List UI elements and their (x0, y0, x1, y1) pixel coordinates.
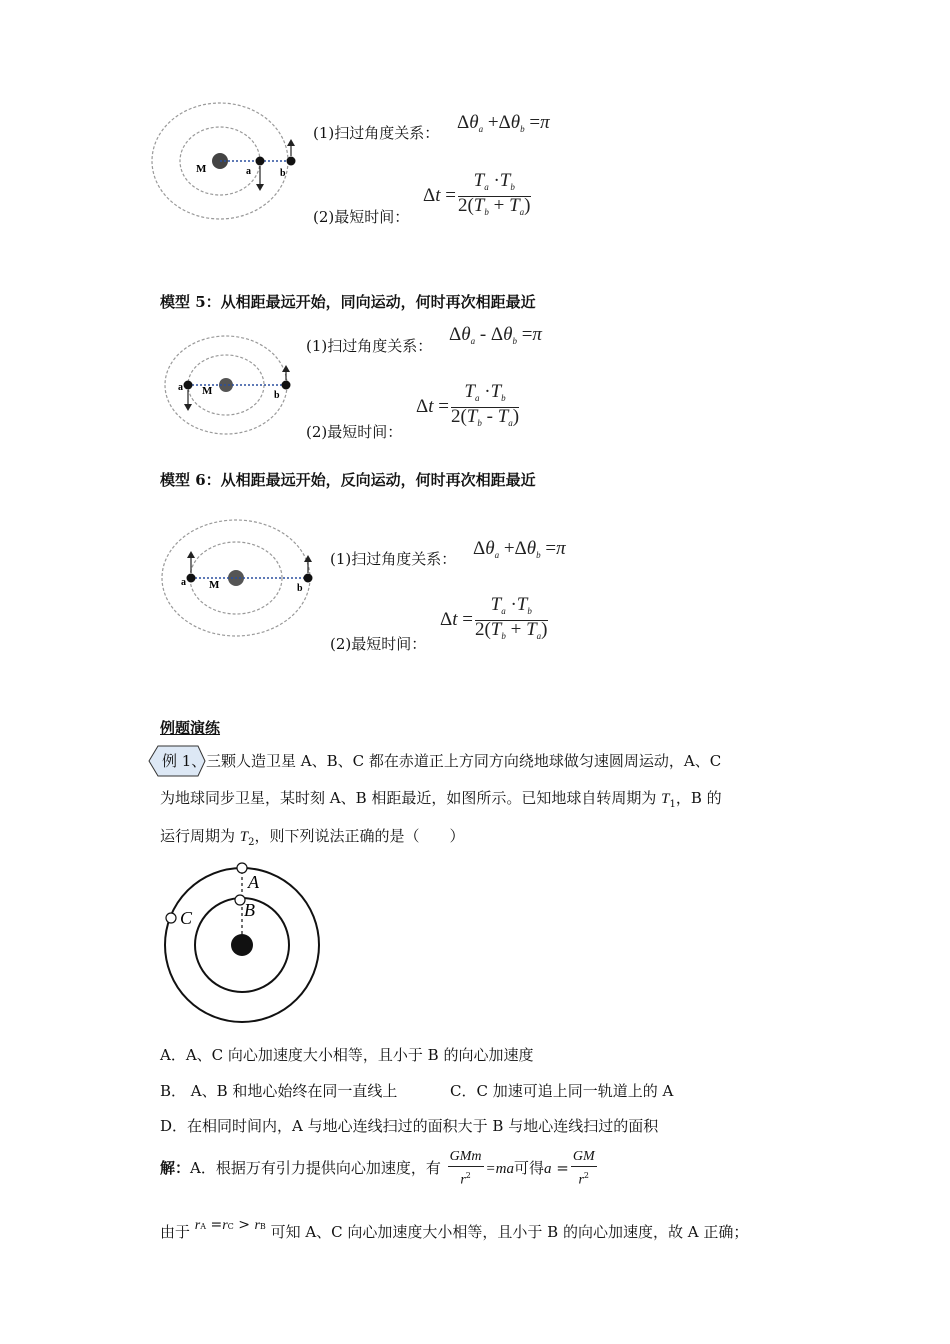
model4-angle-formula: $\Delta\theta_a +\Delta\theta_b =\pi$ (457, 112, 550, 134)
solution-line2-start: 由于 (160, 1223, 191, 1241)
model6-angle-formula: $\Delta\theta_a +\Delta\theta_b =\pi$ (473, 538, 566, 560)
satellite-orbit-diagram (160, 860, 325, 1030)
formula-a-symbol: a (544, 1160, 552, 1177)
fig-label-b: B (244, 900, 255, 920)
t2-symbol: T (239, 829, 249, 845)
examples-heading-text: 例题演练 (160, 719, 221, 737)
model4-time-formula: Δt = $\frac{T_a \cdot T_b}{2(T_b + T_a)}$ (423, 170, 531, 217)
fig-label-m: M (196, 163, 207, 175)
example1-tag: 例 1、 (162, 752, 207, 770)
option-d: D．在相同时间内，A 与地心连线扫过的面积大于 B 与地心连线扫过的面积 (160, 1117, 659, 1135)
model4-orbit-diagram (148, 96, 298, 226)
fig-label-a: a (178, 382, 183, 393)
t2-subscript: 2 (248, 837, 255, 848)
formula-gm: GM (571, 1148, 597, 1167)
examples-heading (160, 718, 220, 738)
example1-line3-end: ，则下列说法正确的是（ ） (254, 827, 465, 845)
formula-r: r (578, 1172, 584, 1188)
model5-time-formula: Δt = $\frac{T_a \cdot T_b}{2(T_b - T_a)}$ (416, 381, 520, 428)
fig-label-m: M (209, 579, 220, 591)
formula-gmm: GMm (448, 1148, 484, 1167)
solution-line1-mid: 可得 (514, 1158, 545, 1177)
fig-label-c: C (180, 908, 193, 928)
fig-label-b: b (297, 583, 303, 594)
fig-label-b: b (274, 390, 280, 401)
model6-time-formula: Δt = $\frac{T_a \cdot T_b}{2(T_b + T_a)}$ (440, 594, 548, 641)
fig-label-a: A (248, 872, 259, 892)
example1-line1: 三颗人造卫星 A、B、C 都在赤道正上方同方向绕地球做匀速圆周运动，A、C (206, 752, 722, 770)
model6-title-text: 模型 6：从相距最远开始，反向运动，何时再次相距最近 (160, 471, 536, 489)
example1-line2 (160, 788, 722, 815)
model6-title (160, 470, 536, 490)
model5-time-label: (2)最短时间： (306, 423, 403, 441)
formula-ma: =ma (485, 1160, 514, 1177)
example1-line3 (160, 826, 465, 853)
solution-line1-text: A．根据万有引力提供向心加速度，有 (190, 1158, 441, 1177)
solution-line2 (160, 1217, 749, 1245)
model6-time-label: (2)最短时间： (330, 635, 427, 653)
model5-angle-formula: $\Delta\theta_a - \Delta\theta_b =\pi$ (449, 324, 542, 346)
model5-title-text: 模型 5：从相距最远开始，同向运动，何时再次相距最近 (160, 293, 536, 311)
solution-line2-end: 可知 A、C 向心加速度大小相等，且小于 B 的向心加速度，故 A 正确； (270, 1223, 749, 1241)
fig-label-b: b (280, 168, 286, 179)
option-b: B． A、B 和地心始终在同一直线上 (160, 1082, 398, 1100)
model4-time-label: (2)最短时间： (313, 208, 410, 226)
option-a: A．A、C 向心加速度大小相等，且小于 B 的向心加速度 (160, 1046, 534, 1064)
fig-label-a: a (246, 166, 251, 177)
fig-label-a: a (181, 577, 186, 588)
radius-relation: rA =rC > rB (194, 1217, 266, 1233)
example1-line3-start: 运行周期为 (160, 827, 240, 845)
model5-orbit-diagram (162, 330, 297, 440)
fig-label-m: M (202, 385, 213, 397)
model6-orbit-diagram (160, 510, 320, 640)
model5-angle-label: (1)扫过角度关系： (306, 337, 433, 355)
model6-angle-label: (1)扫过角度关系： (330, 550, 457, 568)
t1-symbol: T (661, 791, 670, 807)
solution-line1: 解：A．根据万有引力提供向心加速度，有 $\frac{\text{GMm}}{r^2}$ =ma可得a = $\frac{GM}{r^2}$ (160, 1149, 595, 1188)
example1-line2-start: 为地球同步卫星，某时刻 A、B 相距最近，如图所示。已知地球自转周期为 (160, 789, 662, 807)
formula-r: r (460, 1172, 466, 1188)
solution-label: 解： (160, 1158, 191, 1177)
option-c: C．C 加速可追上同一轨道上的 A (450, 1082, 674, 1100)
example1-line2-end: ，B 的 (675, 789, 722, 807)
t1-subscript: 1 (669, 799, 676, 810)
model5-title (160, 292, 536, 312)
model4-angle-label: (1)扫过角度关系： (313, 124, 440, 142)
